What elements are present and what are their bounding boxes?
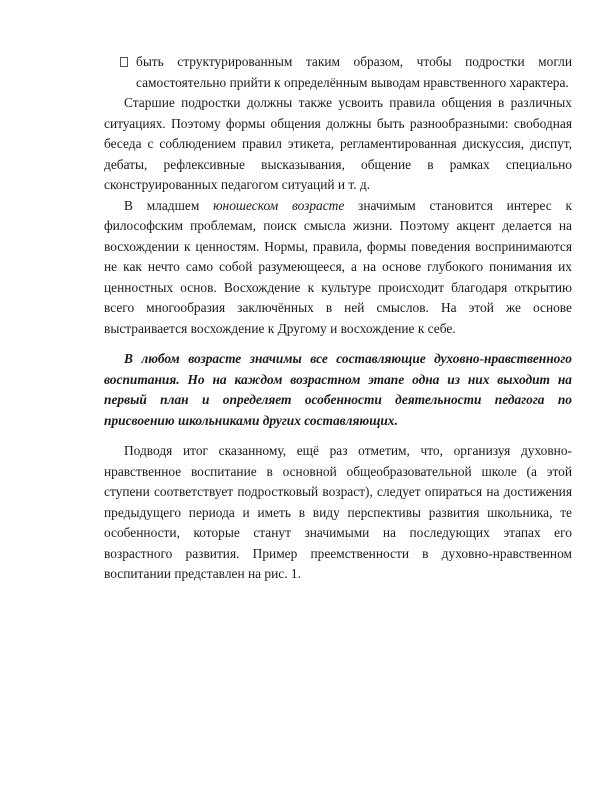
bullet-text: быть структурированным таким образом, чтобы подростки могли самостоятельно прийти к определённым выводам нравственного характера.: [136, 54, 572, 90]
youth-age-term: юношеском возрасте: [213, 197, 345, 213]
paragraph-youth-age-body: значимым становится интерес к философским проблемам, поиск смысла жизни. Поэтому акцент делается на восхождении к ценностям. Нормы, правила, формы поведения воспринимаются не как нечто само собой разумеющееся, а на основе глубокого понимания их ценностных основ. Восхождение к культуре происходит благодаря открытию всего многообразия заключённых в ней смыслов. На этой же основе выстраивается восхождение к Другому и восхождение к себе.: [104, 197, 572, 336]
paragraph-spacer: [104, 339, 572, 349]
paragraph-conclusion: Подводя итог сказанному, ещё раз отметим, что, организуя духовно-нравственное воспитание в основной общеобразовательной школе (а этой ступени соответствует подростковый возраст), следует опираться на достижения предыдущего периода и иметь в виду перспективы развития школьника, те особенности, которые станут значимыми на последующих этапах его возрастного развития. Пример преемственности в духовно-нравственном воспитании представлен на рис. 1.: [104, 443, 572, 581]
paragraph-key-statement: В любом возрасте значимы все составляющие духовно-нравственного воспитания. Но на каждом возрастном этапе одна из них выходит на первый план и определяет особенности деятельности педагога по присвоению школьниками других составляющих.: [104, 351, 572, 428]
paragraph-communication-forms: Старшие подростки должны также усвоить правила общения в различных ситуациях. Поэтому формы общения должны быть разнообразными: свободная беседа с соблюдением правил этикета, регламентированная дискуссия, диспут, дебаты, рефлексивные высказывания, общение в рамках специально сконструированных педагогом ситуаций и т. д.: [104, 95, 572, 192]
document-page: [104, 52, 572, 585]
paragraph-youth-age: [104, 196, 572, 340]
bullet-list-item: [120, 52, 572, 93]
paragraph-youth-age-lead: В младшем: [124, 197, 214, 213]
bullet-box-icon: [120, 57, 128, 67]
paragraph-spacer: [104, 431, 572, 441]
